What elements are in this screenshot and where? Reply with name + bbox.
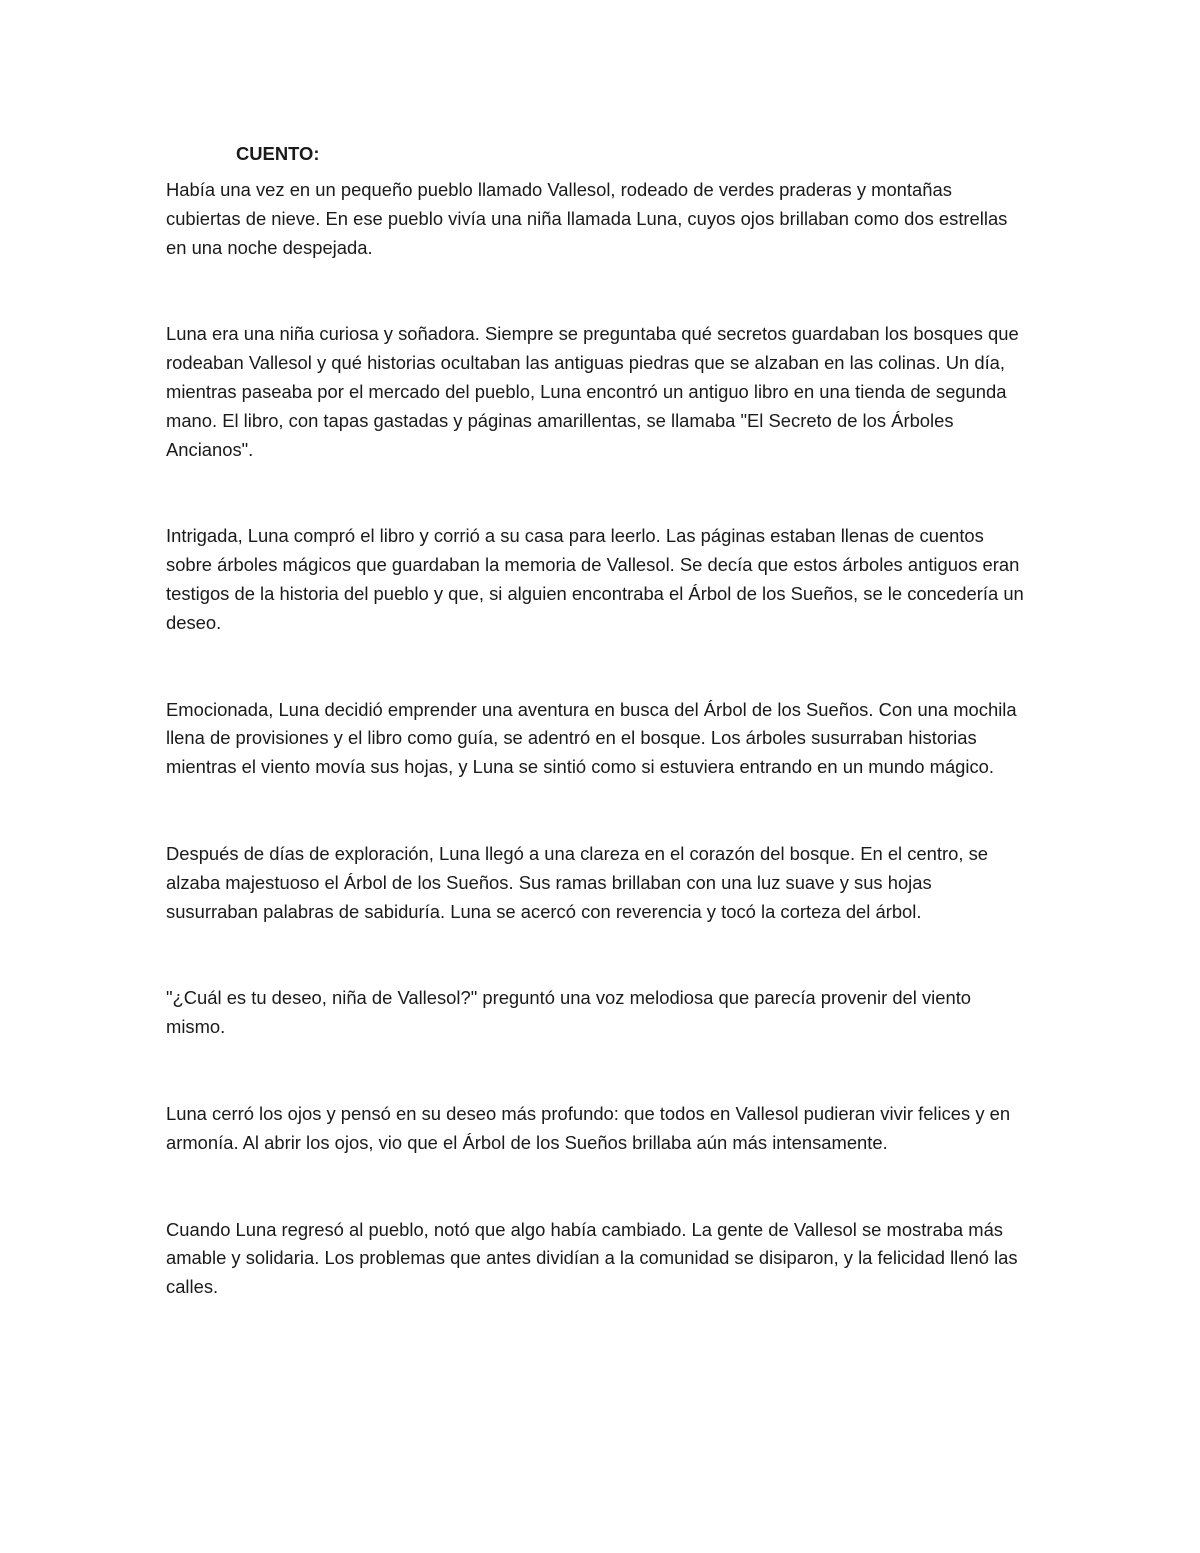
paragraph-spacer: [166, 926, 1028, 984]
paragraph-spacer: [166, 262, 1028, 320]
paragraph-spacer: [166, 464, 1028, 522]
paragraph: Cuando Luna regresó al pueblo, notó que algo había cambiado. La gente de Vallesol se mostraba más amable y solidaria. Los problemas que antes dividían a la comunidad se disiparon, y la felicidad llenó las calles.: [166, 1218, 1018, 1298]
document-title: CUENTO:: [236, 143, 320, 164]
paragraph: Luna cerró los ojos y pensó en su deseo más profundo: que todos en Vallesol pudieran vivir felices y en armonía. Al abrir los ojos, vio que el Árbol de los Sueños brillaba aún más intensamente.: [166, 1102, 1011, 1153]
paragraph: Había una vez en un pequeño pueblo llamado Vallesol, rodeado de verdes praderas y montañas cubiertas de nieve. En ese pueblo vivía una niña llamada Luna, cuyos ojos brillaban como dos estrellas en una noche despejada.: [166, 179, 1008, 258]
paragraph-spacer: [166, 638, 1028, 696]
paragraph-spacer: [166, 1042, 1028, 1100]
paragraph: Luna era una niña curiosa y soñadora. Siempre se preguntaba qué secretos guardaban los bosques que rodeaban Vallesol y qué historias ocultaban las antiguas piedras que se alzaban en las colinas. Un día, mientras paseaba por el mercado del pueblo, Luna encontró un antiguo libro en una tienda de segunda mano. El libro, con tapas gastadas y páginas amarillentas, se llamaba "El Secreto de los Árboles Ancianos".: [166, 323, 1019, 460]
paragraph: Intrigada, Luna compró el libro y corrió a su casa para leerlo. Las páginas estaban llenas de cuentos sobre árboles mágicos que guardaban la memoria de Vallesol. Se decía que estos árboles antiguos eran testigos de la historia del pueblo y que, si alguien encontraba el Árbol de los Sueños, se le concedería un deseo.: [166, 525, 1024, 633]
document-body: [166, 142, 1028, 1302]
paragraph: "¿Cuál es tu deseo, niña de Vallesol?" preguntó una voz melodiosa que parecía provenir del viento mismo.: [166, 987, 972, 1038]
paragraph-spacer: [166, 782, 1028, 840]
paragraph: Después de días de exploración, Luna llegó a una clareza en el corazón del bosque. En el centro, se alzaba majestuoso el Árbol de los Sueños. Sus ramas brillaban con una luz suave y sus hojas susurraban palabras de sabiduría. Luna se acercó con reverencia y tocó la corteza del árbol.: [166, 842, 988, 922]
paragraph-spacer: [166, 1158, 1028, 1216]
paragraph: Emocionada, Luna decidió emprender una aventura en busca del Árbol de los Sueños. Con una mochila llena de provisiones y el libro como guía, se adentró en el bosque. Los árboles susurraban historias mientras el viento movía sus hojas, y Luna se sintió como si estuviera entrando en un mundo mágico.: [166, 698, 1017, 778]
